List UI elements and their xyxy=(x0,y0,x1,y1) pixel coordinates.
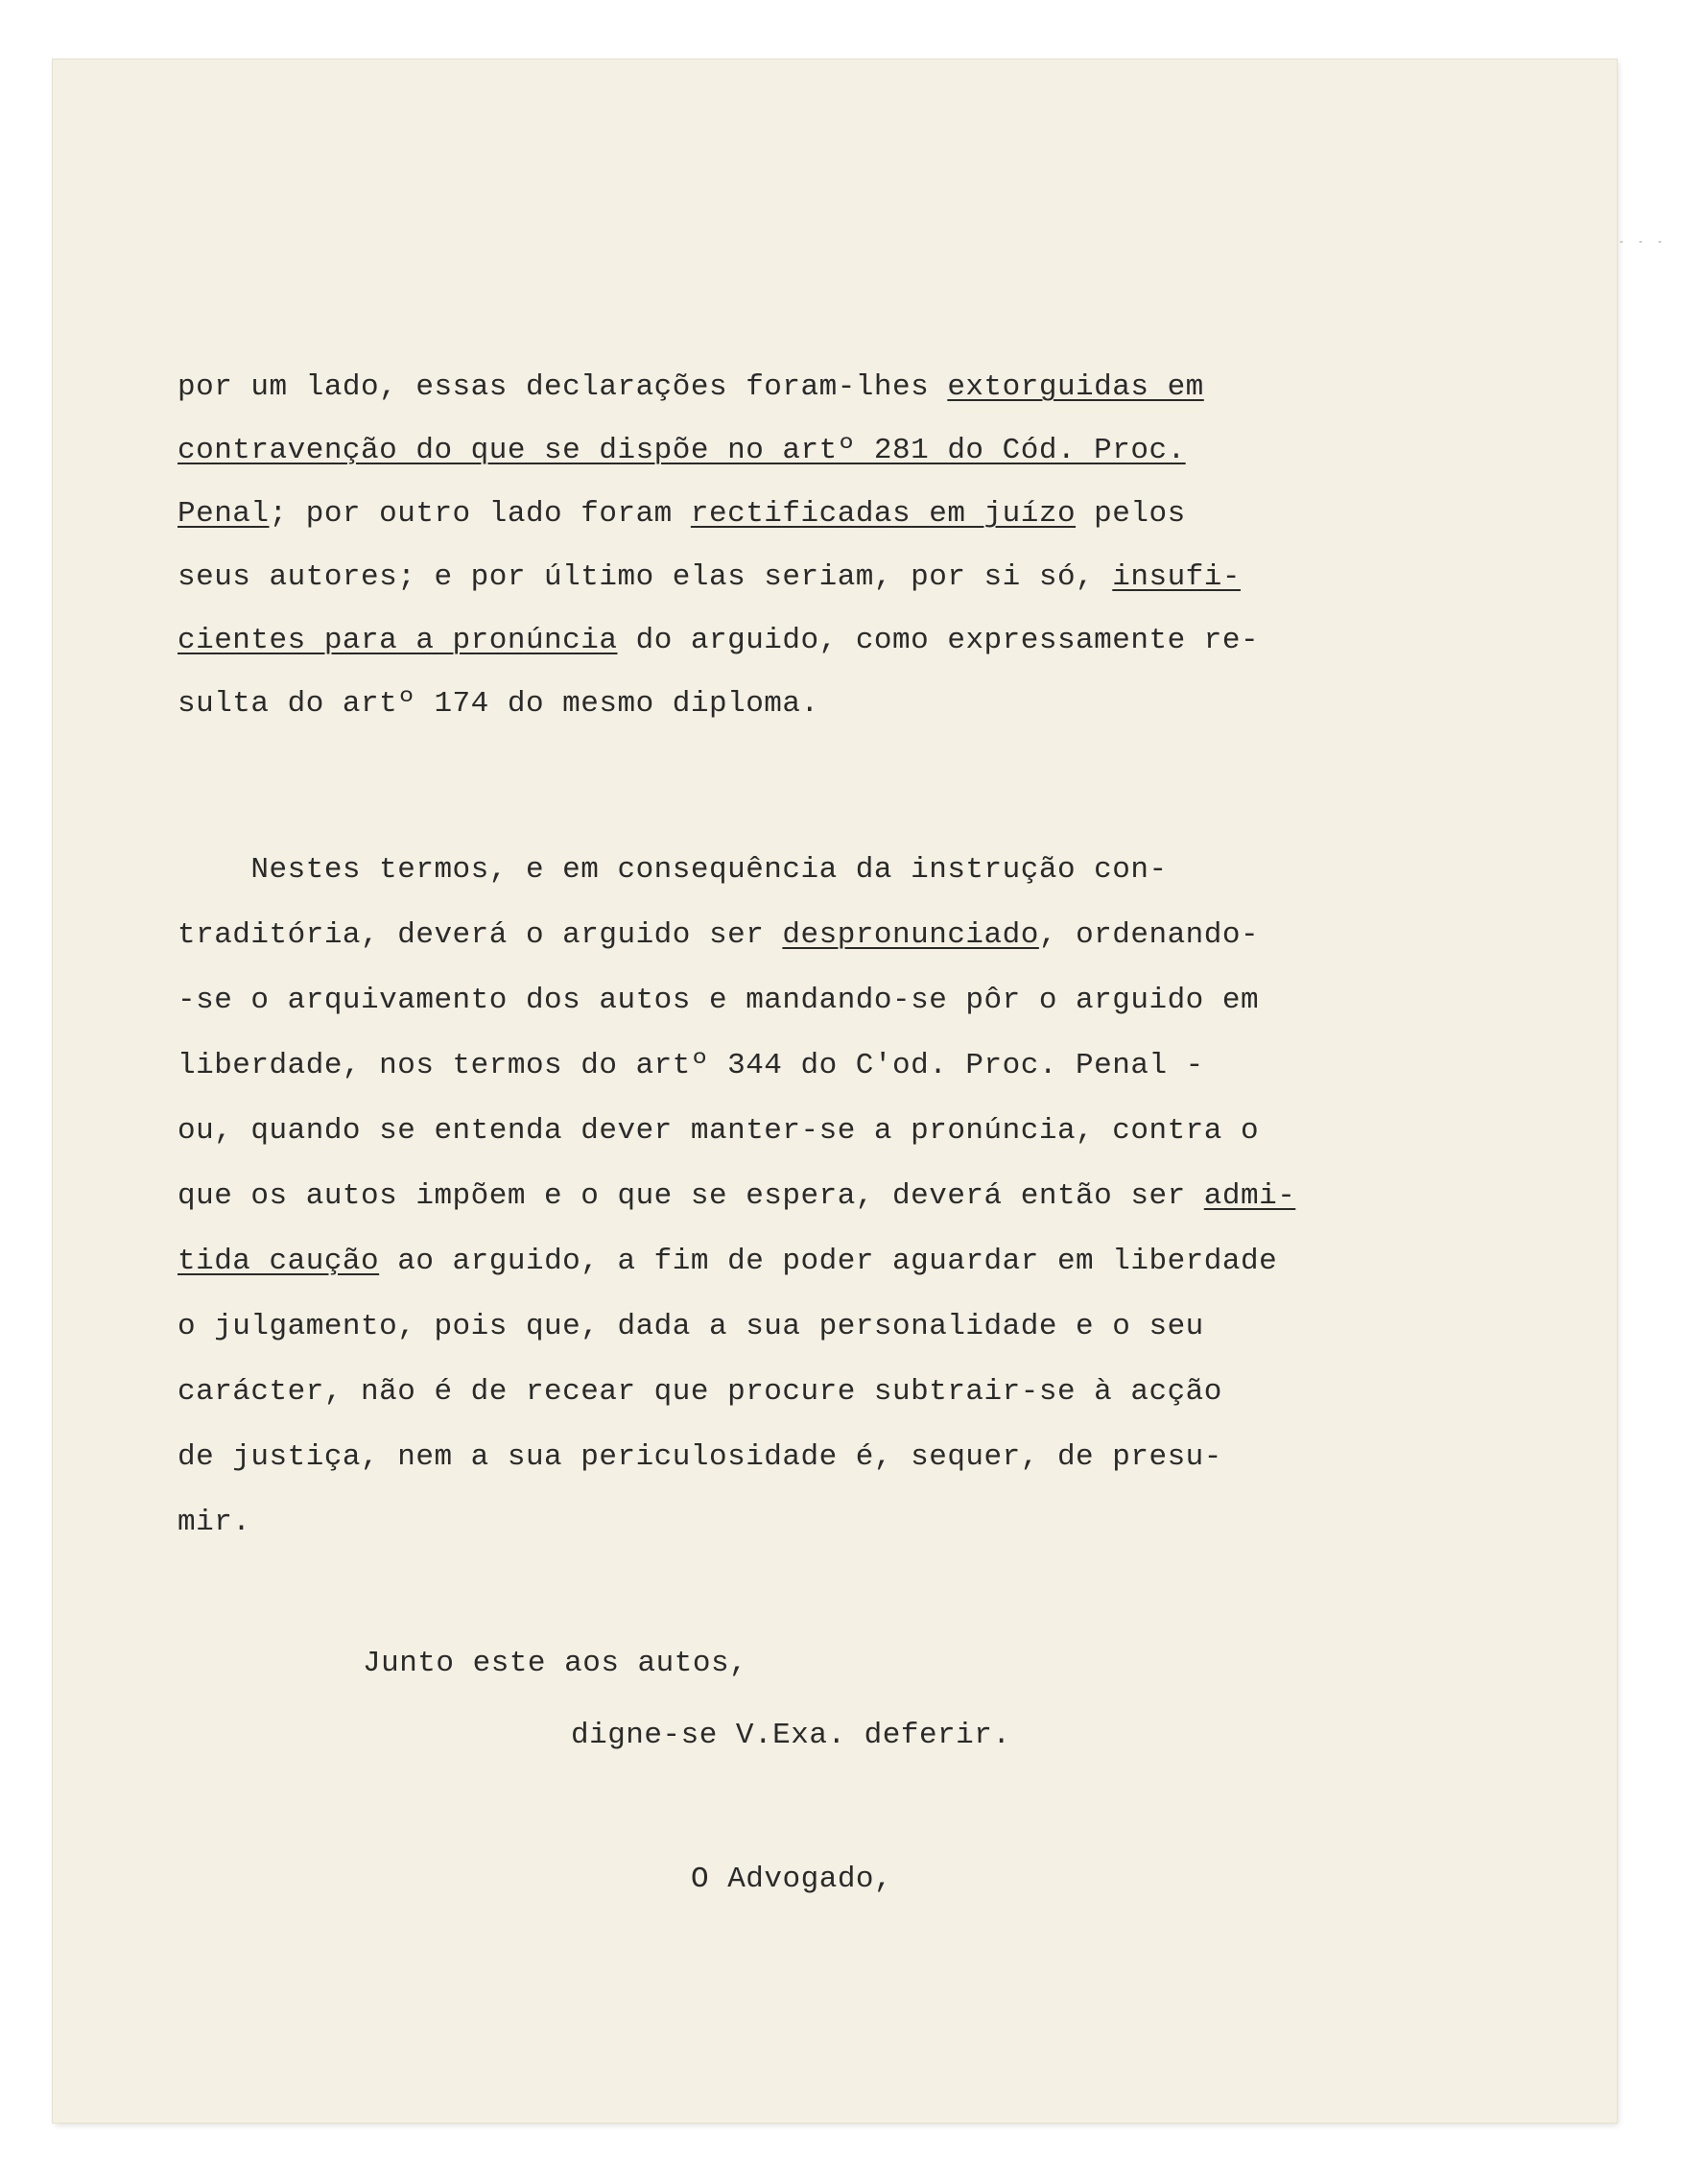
document-page xyxy=(53,59,1669,2123)
text-run: liberdade, nos termos do artº 344 do C'od. Proc. Penal - xyxy=(178,1049,1204,1082)
para2-line11 xyxy=(178,1504,250,1542)
page-corner-mark: · · · xyxy=(1610,236,1669,248)
para2-line6 xyxy=(178,1177,1295,1216)
text-run: mir. xyxy=(178,1506,251,1539)
text-run: digne-se V.Exa. deferir. xyxy=(571,1719,1011,1752)
underlined-text: extorguidas em xyxy=(947,370,1204,404)
para2-line7 xyxy=(178,1243,1277,1281)
text-run: -se o arquivamento dos autos e mandando-se pôr o arguido em xyxy=(178,984,1260,1017)
text-run: pelos xyxy=(1076,497,1186,531)
para2-line10 xyxy=(178,1438,1222,1477)
text-run: traditória, deverá o arguido ser xyxy=(178,918,783,952)
text-run: , ordenando- xyxy=(1038,918,1260,952)
closing-line2 xyxy=(571,1717,1010,1755)
para1-line1 xyxy=(178,368,1204,407)
para2-line9 xyxy=(178,1373,1222,1412)
para1-line3 xyxy=(178,495,1186,534)
underlined-text: Penal xyxy=(178,497,270,531)
text-run: que os autos impõem e o que se espera, deverá então ser xyxy=(178,1179,1204,1213)
para2-line2 xyxy=(178,916,1259,955)
text-run: seus autores; e por último elas seriam, por si só, xyxy=(178,560,1113,594)
para2-line4 xyxy=(178,1047,1204,1085)
para2-line8 xyxy=(178,1308,1204,1346)
text-run: Nestes termos, e em consequência da instrução con- xyxy=(178,853,1168,887)
text-run: o julgamento, pois que, dada a sua personalidade e o seu xyxy=(178,1310,1204,1343)
text-run: O Advogado, xyxy=(691,1863,893,1896)
text-run: sulta do artº 174 do mesmo diploma. xyxy=(178,687,819,721)
underlined-text: admi- xyxy=(1203,1179,1296,1213)
text-run: ao arguido, a fim de poder aguardar em liberdade xyxy=(379,1245,1278,1278)
closing-line1 xyxy=(363,1645,747,1683)
para1-line4 xyxy=(178,558,1241,597)
para1-line2 xyxy=(178,432,1186,470)
text-run: ; por outro lado foram xyxy=(269,497,691,531)
underlined-text: insufi- xyxy=(1112,560,1241,594)
para1-line6 xyxy=(178,685,819,724)
para2-line5 xyxy=(178,1112,1259,1151)
underlined-text: tida caução xyxy=(178,1245,380,1278)
text-run: carácter, não é de recear que procure subtrair-se à acção xyxy=(178,1375,1222,1409)
text-run: do arguido, como expressamente re- xyxy=(617,624,1260,657)
signature-label xyxy=(691,1861,892,1899)
text-run: Junto este aos autos, xyxy=(363,1647,748,1680)
underlined-text: rectificadas em juízo xyxy=(690,497,1077,531)
para2-line3 xyxy=(178,982,1259,1020)
para1-line5 xyxy=(178,622,1259,660)
text-run: de justiça, nem a sua periculosidade é, sequer, de presu- xyxy=(178,1440,1222,1474)
text-run: por um lado, essas declarações foram-lhes xyxy=(178,370,948,404)
underlined-text: despronunciado xyxy=(782,918,1039,952)
underlined-text: cientes para a pronúncia xyxy=(178,624,618,657)
para2-line1 xyxy=(178,851,1168,890)
underlined-text: contravenção do que se dispõe no artº 281 do Cód. Proc. xyxy=(178,434,1186,467)
text-run: ou, quando se entenda dever manter-se a pronúncia, contra o xyxy=(178,1114,1260,1148)
